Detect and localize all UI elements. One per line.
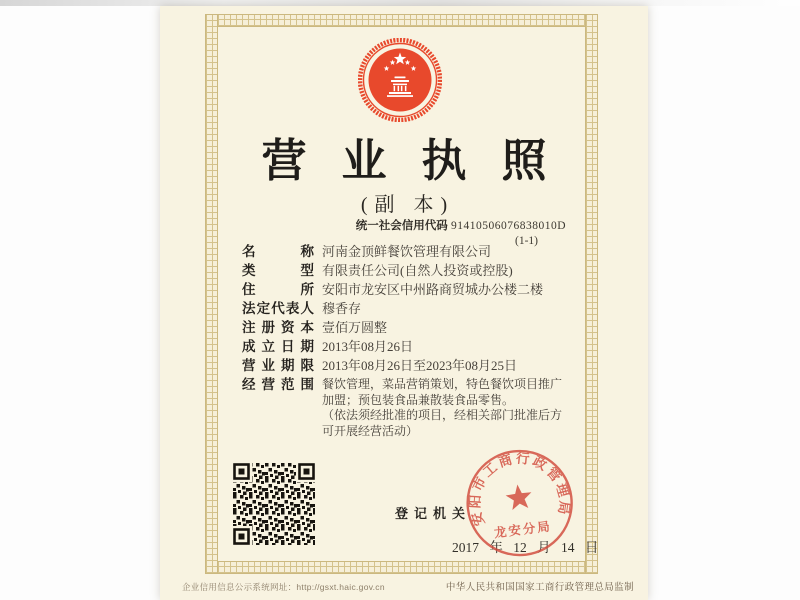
qr-code	[233, 463, 315, 545]
star-icon	[504, 483, 533, 511]
license-footer	[182, 579, 634, 593]
license-copy-type: (副 本)	[360, 194, 455, 216]
registration-authority-label: 登记机关	[395, 506, 472, 521]
field-row-establishment-date: 成立日期 2013年08月26日	[242, 339, 414, 354]
official-seal	[460, 446, 580, 566]
public-info-system-url: 企业信用信息公示系统网址：http://gsxt.haic.gov.cn	[182, 582, 385, 592]
license-fields	[242, 242, 612, 439]
field-row-business-term: 营业期限 2013年08月26日至2023年08月25日	[242, 358, 518, 373]
issue-date: 2017 年 12 月 14 日	[452, 540, 599, 555]
issuing-authority-note: 中华人民共和国国家工商行政管理总局监制	[445, 582, 634, 593]
field-row-business-scope: 经营范围 餐饮管理，菜品营销策划，特色餐饮项目推广加盟；预包装食品兼散装食品零售。 （依法须经批准的项目，经相关部门批准后方可开展经营活动）	[242, 377, 563, 438]
frame-border-left	[205, 14, 218, 574]
national-emblem-icon	[358, 38, 442, 122]
copy-index: (1-1)	[515, 235, 538, 247]
credit-code-value: 91410506076838010D	[450, 220, 566, 232]
license-title: 营业执照	[261, 135, 582, 186]
seal-branch-text: 龙安分局	[493, 519, 553, 541]
field-row-registered-capital: 注册资本 壹佰万圆整	[242, 320, 388, 335]
license-document	[160, 6, 648, 600]
frame-border-top	[205, 14, 598, 27]
credit-code-label: 统一社会信用代码	[355, 220, 448, 232]
field-row-legal-representative: 法定代表人 穆香存	[242, 301, 362, 316]
field-row-address: 住所 安阳市龙安区中州路商贸城办公楼二楼	[242, 282, 544, 297]
field-row-type: 类型 有限责任公司(自然人投资或控股)	[242, 263, 513, 278]
field-row-name: 名称 河南金顶鲜餐饮管理有限公司	[242, 244, 492, 259]
seal-ring-text: 安阳市工商行政管理局	[467, 450, 573, 528]
